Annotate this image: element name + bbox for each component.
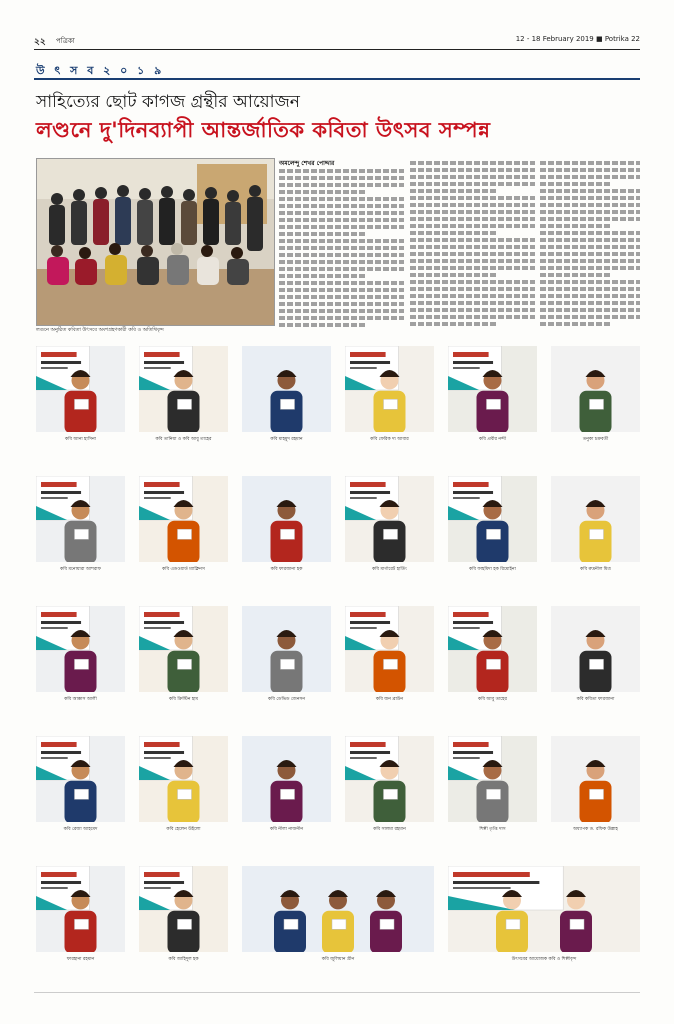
photo-caption: কবি নীলা নাজনীন xyxy=(269,827,304,832)
photo-image xyxy=(139,476,228,562)
bottom-rule xyxy=(34,992,640,993)
reader-photo xyxy=(242,736,331,833)
photo-image xyxy=(36,606,125,692)
photo-image xyxy=(551,606,640,692)
photo-caption: কবি মাহমুদ রহমান xyxy=(270,437,303,442)
photo-image xyxy=(242,866,434,952)
photo-image xyxy=(345,606,434,692)
photo-image xyxy=(242,476,331,562)
reader-photo xyxy=(242,346,331,443)
photo-image xyxy=(345,476,434,562)
reader-photo xyxy=(448,606,537,703)
photo-caption: কবি জন ব্রাউন xyxy=(375,697,404,702)
photo-caption: কবি রুদ্রনীল মিত্র xyxy=(580,567,611,572)
reader-photo xyxy=(242,866,434,963)
photo-caption: কবি আক্কাস আলী xyxy=(64,697,97,702)
reader-photo xyxy=(36,346,125,443)
reader-photo xyxy=(551,346,640,443)
photo-image xyxy=(36,476,125,562)
photo-image xyxy=(242,346,331,432)
photo-image xyxy=(139,346,228,432)
reader-photo xyxy=(242,476,331,573)
reader-photo xyxy=(36,606,125,703)
article-byline: অমলেন্দু শেখর পোদ্দার xyxy=(279,160,335,167)
photo-caption: ফারহানা রহমান xyxy=(66,957,95,962)
reader-photo xyxy=(448,736,537,833)
issue-date: 12 - 18 February 2019 ■ Potrika 22 xyxy=(515,35,640,43)
reader-photo xyxy=(345,606,434,703)
reader-photo xyxy=(448,346,537,443)
photo-caption: কবি এডওয়ার্ড ম্যাক্লিনস xyxy=(162,567,205,572)
photo-image xyxy=(139,736,228,822)
photo-caption: কবি ফেরিক দ্য আবার xyxy=(370,437,409,442)
reader-photo xyxy=(139,866,228,963)
kicker: সাহিত্যের ছোট কাগজ গ্রন্থীর আয়োজন xyxy=(36,92,300,112)
photo-image xyxy=(551,476,640,562)
reader-photo xyxy=(345,736,434,833)
reader-photo xyxy=(551,736,640,833)
photo-caption: কবি প্রবীর নন্দী xyxy=(478,437,506,442)
photo-image xyxy=(139,866,228,952)
reader-photo xyxy=(36,866,125,963)
headline: লণ্ডনে দু'দিনব্যাপী আন্তর্জাতিক কবিতা উৎসব সম্পন্ন xyxy=(36,117,491,142)
page-number-left: ২২ xyxy=(34,37,46,47)
reader-photo xyxy=(242,606,331,703)
photo-caption: কবি জাহিদুল হক xyxy=(168,957,199,962)
reader-photo xyxy=(448,866,640,963)
reader-photo xyxy=(36,736,125,833)
section-rule xyxy=(34,78,640,80)
reader-photo xyxy=(345,346,434,443)
photo-image xyxy=(551,346,640,432)
photo-caption: অধ্যাপক ড. রফিক উল্লাহ xyxy=(573,827,618,832)
photo-image xyxy=(448,606,537,692)
reader-photo xyxy=(551,476,640,573)
photo-caption: কবি হেলেন উইলো xyxy=(166,827,201,832)
reader-photo xyxy=(139,736,228,833)
photo-image xyxy=(36,736,125,822)
photo-caption: কবি তানিয়া ও কবি আবু তাহের xyxy=(155,437,212,442)
photo-caption: কবি কবিতা ফারজানা xyxy=(576,697,615,702)
photo-caption: কবি মার্গারেট হার্ডিং xyxy=(372,567,407,572)
reader-photo xyxy=(139,346,228,443)
photo-caption: কবি আনা হাসিনা xyxy=(65,437,96,442)
photo-image xyxy=(448,476,537,562)
lead-group-photo xyxy=(36,158,275,326)
photo-image xyxy=(448,736,537,822)
photo-caption: কবি রেজা আহমেদ xyxy=(63,827,98,832)
photo-caption: তনুকা চক্রবর্তী xyxy=(582,437,609,442)
photo-image xyxy=(551,736,640,822)
photo-image xyxy=(345,736,434,822)
photo-caption: কবি সালমা রহমান xyxy=(373,827,406,832)
section-label: উ ৎ স ব ২ ০ ১ ৯ xyxy=(36,64,165,77)
photo-caption: শিল্পী তৃপ্তি দাস xyxy=(479,827,506,832)
header-rule xyxy=(34,49,640,50)
reader-photo xyxy=(139,476,228,573)
photo-image xyxy=(345,346,434,432)
photo-image xyxy=(139,606,228,692)
photo-caption: উৎসবের আয়োজক কবি ও শিল্পীবৃন্দ xyxy=(511,957,577,962)
photo-caption: কবি জুলিয়ান গ্রীন xyxy=(321,957,355,962)
lead-photo-caption: লণ্ডনে অনুষ্ঠিত কবিতা উৎসবে অংশগ্রহণকারী কবি ও অতিথিবৃন্দ xyxy=(36,327,164,333)
photo-caption: কবি আবু তাহের xyxy=(478,697,507,702)
photo-image xyxy=(448,346,537,432)
photo-caption: কবি ডেভিড জেনসন xyxy=(267,697,306,702)
article-column-3 xyxy=(540,158,640,341)
reader-photo xyxy=(139,606,228,703)
photo-image xyxy=(36,346,125,432)
photo-caption: কবি ফারজানা হক xyxy=(270,567,303,572)
article-column-1 xyxy=(279,166,404,341)
photo-caption: কবি মনোয়ারা আশরাফ xyxy=(60,567,101,572)
page-header xyxy=(34,34,640,48)
photo-caption: কবি ফাহমিদা হক রিমোইনা xyxy=(469,567,516,572)
publication-name: পত্রিকা xyxy=(56,37,75,45)
photo-image xyxy=(448,866,640,952)
photo-image xyxy=(36,866,125,952)
reader-photo xyxy=(36,476,125,573)
article-column-2 xyxy=(410,158,535,341)
reader-photo xyxy=(345,476,434,573)
reader-photo xyxy=(551,606,640,703)
reader-photo xyxy=(448,476,537,573)
photo-image xyxy=(242,606,331,692)
photo-image xyxy=(242,736,331,822)
photo-caption: কবি ক্রিস্টিন হাম xyxy=(168,697,199,702)
